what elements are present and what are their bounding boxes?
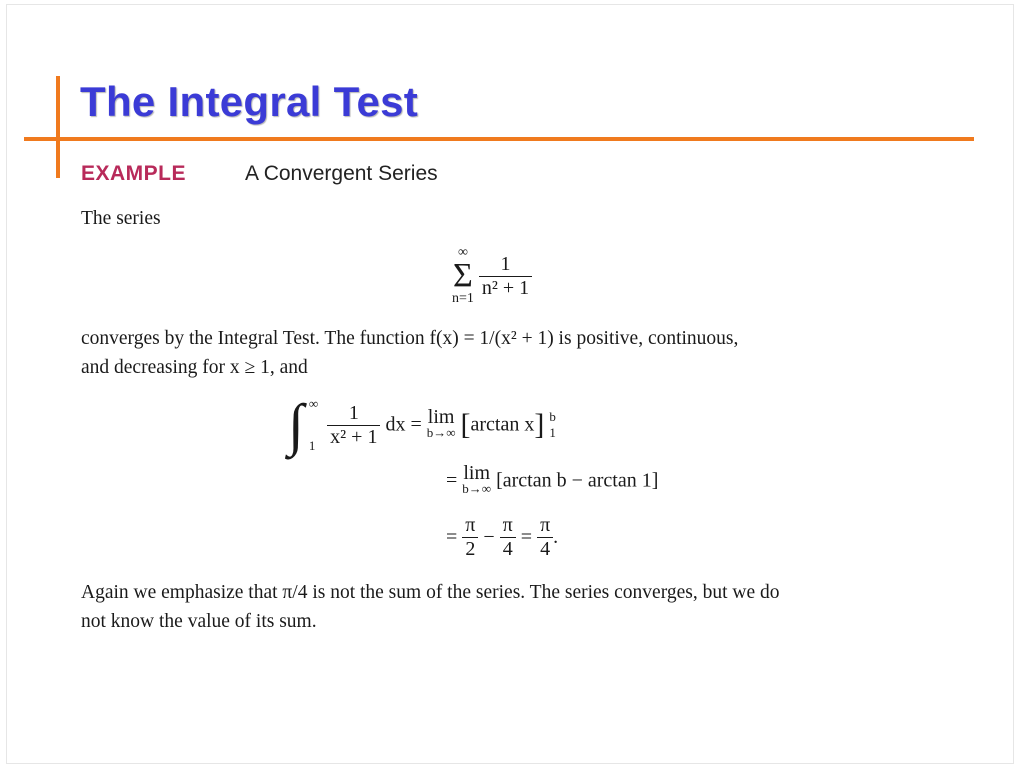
equation-step3 (446, 514, 558, 561)
paragraph1-line2: and decreasing for x ≥ 1, and (81, 357, 308, 378)
series-fraction (479, 253, 532, 300)
step3-fraction2 (500, 514, 516, 561)
series-denominator: n² + 1 (479, 276, 532, 300)
equation-step2 (446, 462, 659, 496)
integral-lower-limit: 1 (308, 438, 316, 453)
example-header (81, 162, 438, 186)
bracket-expression: arctan x (470, 413, 535, 436)
step3-equals2: = (520, 526, 533, 548)
step3-fraction1 (462, 514, 478, 561)
accent-horizontal-line (24, 137, 974, 141)
integral-upper-limit: ∞ (308, 396, 319, 411)
integrand-denominator: x² + 1 (327, 425, 380, 449)
step3-f3-denominator: 4 (537, 537, 553, 561)
bracket-lower: 1 (549, 425, 556, 440)
series-formula (452, 246, 532, 306)
summation (452, 246, 474, 306)
sigma-symbol: Σ (453, 257, 473, 294)
dx-equals: dx = (385, 413, 422, 436)
series-numerator: 1 (500, 252, 511, 275)
bracket-close: ] (534, 408, 545, 441)
step2-equals: = (446, 469, 458, 492)
slide-title: The Integral Test (80, 78, 419, 125)
step3-fraction3 (537, 514, 553, 561)
limit-operator (426, 406, 456, 440)
example-heading: A Convergent Series (245, 162, 438, 185)
step3-f1-numerator: π (465, 514, 476, 536)
sum-lower-limit: n=1 (452, 291, 474, 306)
step2-limit (462, 462, 492, 496)
limit-text: lim (427, 406, 455, 428)
bracket-limits (549, 409, 556, 441)
integral-equation (288, 392, 556, 457)
step3-period: . (553, 526, 559, 548)
bracket-upper: b (549, 409, 556, 424)
example-tag: EXAMPLE (81, 162, 187, 185)
sum-upper-limit: ∞ (457, 245, 468, 260)
integral-symbol: ∫ (288, 392, 304, 457)
integrand-fraction (327, 402, 380, 449)
step3-f3-numerator: π (540, 514, 551, 536)
bracket-open: [ (460, 408, 471, 441)
limit-subscript: b→∞ (426, 425, 456, 440)
intro-text: The series (81, 208, 161, 229)
step2-expression: [arctan b − arctan 1] (496, 469, 659, 492)
step2-limit-text: lim (463, 462, 490, 484)
paragraph2-line1: Again we emphasize that π/4 is not the sum of the series. The series converges, but we do (81, 582, 780, 603)
step3-f2-denominator: 4 (500, 537, 516, 561)
step3-minus: − (483, 526, 495, 548)
integrand-numerator: 1 (348, 401, 359, 424)
paragraph2-line2: not know the value of its sum. (81, 611, 317, 632)
accent-vertical-line (56, 76, 60, 178)
paragraph1-line1: converges by the Integral Test. The function f(x) = 1/(x² + 1) is positive, continuous, (81, 328, 739, 349)
integral-limits (309, 397, 318, 453)
step3-f1-denominator: 2 (462, 537, 478, 561)
step2-limit-subscript: b→∞ (462, 481, 492, 496)
step3-f2-numerator: π (502, 514, 513, 536)
step3-equals: = (446, 526, 458, 548)
